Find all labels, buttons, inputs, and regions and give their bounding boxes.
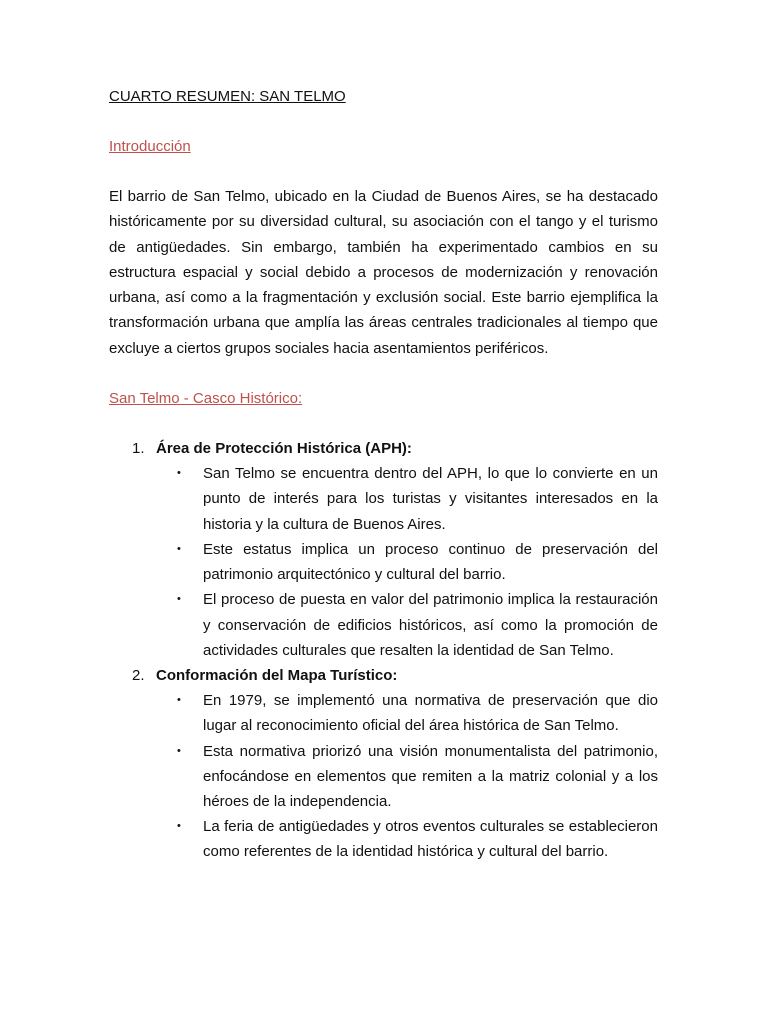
bullet-item [156,688,658,738]
bullet-text: La feria de antigüedades y otros eventos culturales se establecieron como referentes de la identidad histórica y cultural del barrio. [203,818,658,861]
bullet-icon: • [177,467,181,480]
bullet-list [156,688,658,864]
document-page [109,84,658,865]
intro-paragraph: El barrio de San Telmo, ubicado en la Ciudad de Buenos Aires, se ha destacado históricamente por su diversidad cultural, su asociación con el tango y el turismo de antigüedades. Sin embargo, también ha experimentado cambios en su estructura espacial y social debido a procesos de modernización y renovación urbana, así como a la fragmentación y exclusión social. Este barrio ejemplifica la transformación urbana que amplía las áreas centrales tradicionales al tiempo que excluye a ciertos grupos sociales hacia asentamientos periféricos. [109,188,658,357]
bullet-text: En 1979, se implementó una normativa de preservación que dio lugar al reconocimiento oficial del área histórica de San Telmo. [203,692,658,735]
casco-historico-heading: San Telmo - Casco Histórico: [109,390,303,408]
list-number: 2. [132,666,145,684]
bullet-item [156,739,658,815]
bullet-item [156,461,658,537]
section-title: Área de Protección Histórica (APH): [156,440,412,458]
numbered-list [109,436,658,864]
bullet-icon: • [177,593,181,606]
bullet-icon: • [177,820,181,833]
bullet-list [156,461,658,663]
bullet-icon: • [177,744,181,757]
list-number: 1. [132,440,145,458]
document-title: CUARTO RESUMEN: SAN TELMO [109,88,346,105]
intro-heading: Introducción [109,138,191,155]
list-item [109,663,658,865]
bullet-item [156,587,658,663]
bullet-text: Esta normativa priorizó una visión monumentalista del patrimonio, enfocándose en elementos que remiten a la matriz colonial y a los héroes de la independencia. [203,742,658,810]
bullet-item [156,814,658,864]
bullet-icon: • [177,694,181,707]
list-item [109,436,658,663]
bullet-item [156,537,658,587]
bullet-text: San Telmo se encuentra dentro del APH, lo que lo convierte en un punto de interés para los turistas y visitantes interesados en la historia y la cultura de Buenos Aires. [203,465,658,533]
bullet-text: El proceso de puesta en valor del patrimonio implica la restauración y conservación de edificios históricos, así como la promoción de actividades culturales que resalten la identidad de San Telmo. [203,591,658,659]
bullet-icon: • [177,542,181,555]
section-title: Conformación del Mapa Turístico: [156,666,398,684]
bullet-text: Este estatus implica un proceso continuo de preservación del patrimonio arquitectónico y cultural del barrio. [203,540,658,584]
